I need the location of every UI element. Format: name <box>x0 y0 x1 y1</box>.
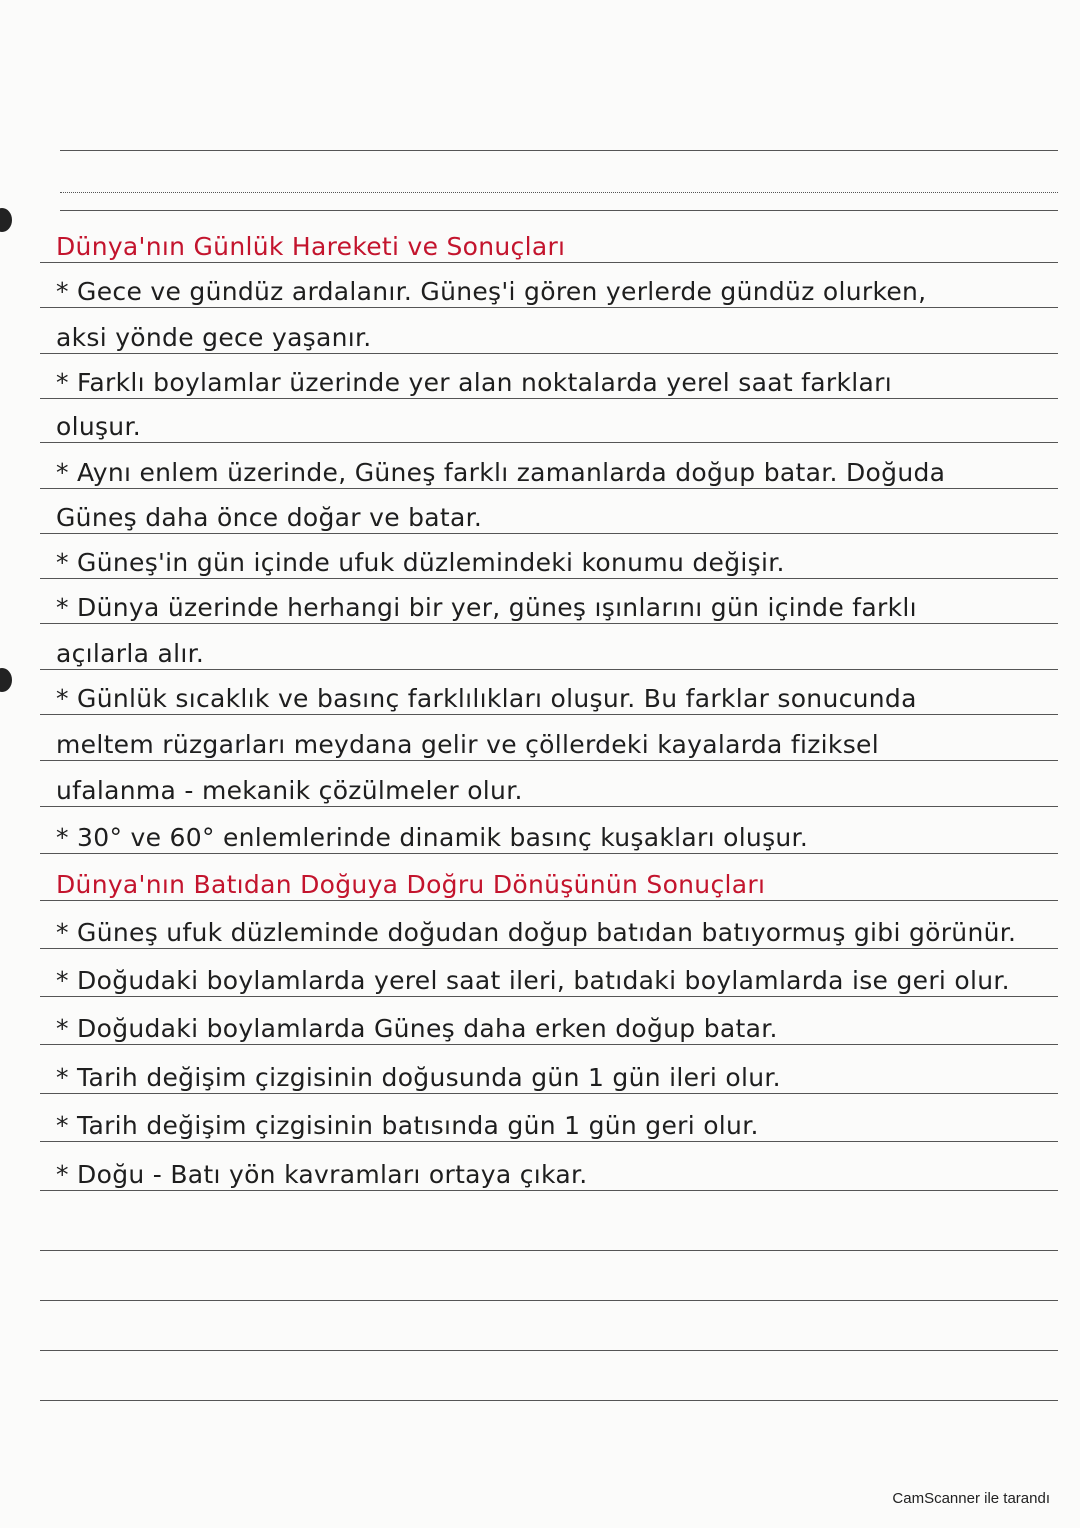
ruled-line <box>60 210 1058 211</box>
ruled-line <box>40 623 1058 624</box>
note-line: oluşur. <box>56 412 141 441</box>
note-line: * Aynı enlem üzerinde, Güneş farklı zamanlarda doğup batar. Doğuda <box>56 458 946 487</box>
binder-hole <box>0 208 12 232</box>
ruled-line <box>40 262 1058 263</box>
ruled-line <box>40 1190 1058 1191</box>
ruled-line <box>40 442 1058 443</box>
ruled-line <box>40 900 1058 901</box>
ruled-line <box>40 1350 1058 1351</box>
ruled-line <box>40 1141 1058 1142</box>
ruled-line <box>60 150 1058 151</box>
ruled-line <box>40 1044 1058 1045</box>
note-line: * Güneş'in gün içinde ufuk düzlemindeki konumu değişir. <box>56 548 785 577</box>
note-line: * 30° ve 60° enlemlerinde dinamik basınç kuşakları oluşur. <box>56 823 809 852</box>
ruled-line <box>40 806 1058 807</box>
ruled-line <box>40 353 1058 354</box>
scanner-watermark: CamScanner ile tarandı <box>892 1490 1050 1507</box>
ruled-line <box>40 996 1058 997</box>
ruled-line <box>40 1250 1058 1251</box>
ruled-line <box>40 669 1058 670</box>
note-line: Güneş daha önce doğar ve batar. <box>56 503 483 532</box>
note-line: * Tarih değişim çizgisinin doğusunda gün 1 gün ileri olur. <box>56 1063 781 1092</box>
ruled-line <box>40 533 1058 534</box>
ruled-line <box>40 948 1058 949</box>
ruled-line <box>40 1300 1058 1301</box>
note-line: * Tarih değişim çizgisinin batısında gün 1 gün geri olur. <box>56 1111 759 1140</box>
section-heading: Dünya'nın Günlük Hareketi ve Sonuçları <box>56 232 566 261</box>
note-line: * Güneş ufuk düzleminde doğudan doğup batıdan batıyormuş gibi görünür. <box>56 918 1017 947</box>
section-heading: Dünya'nın Batıdan Doğuya Doğru Dönüşünün Sonuçları <box>56 870 766 899</box>
ruled-line <box>40 853 1058 854</box>
note-line: ufalanma - mekanik çözülmeler olur. <box>56 776 523 805</box>
ruled-line <box>40 1400 1058 1401</box>
note-line: * Doğudaki boylamlarda Güneş daha erken doğup batar. <box>56 1014 778 1043</box>
ruled-line <box>40 760 1058 761</box>
ruled-line <box>40 1093 1058 1094</box>
note-line: * Günlük sıcaklık ve basınç farklılıkları oluşur. Bu farklar sonucunda <box>56 684 917 713</box>
note-line: * Doğu - Batı yön kavramları ortaya çıkar. <box>56 1160 588 1189</box>
note-line: meltem rüzgarları meydana gelir ve çöllerdeki kayalarda fiziksel <box>56 730 879 759</box>
note-line: açılarla alır. <box>56 639 205 668</box>
ruled-line <box>40 398 1058 399</box>
note-line: * Farklı boylamlar üzerinde yer alan noktalarda yerel saat farkları <box>56 368 892 397</box>
note-line: aksi yönde gece yaşanır. <box>56 323 372 352</box>
ruled-line <box>40 578 1058 579</box>
note-line: * Doğudaki boylamlarda yerel saat ileri, batıdaki boylamlarda ise geri olur. <box>56 966 1010 995</box>
ruled-line <box>60 192 1058 193</box>
ruled-line <box>40 488 1058 489</box>
binder-hole <box>0 668 12 692</box>
note-line: * Dünya üzerinde herhangi bir yer, güneş ışınlarını gün içinde farklı <box>56 593 917 622</box>
ruled-line <box>40 714 1058 715</box>
ruled-line <box>40 307 1058 308</box>
note-line: * Gece ve gündüz ardalanır. Güneş'i gören yerlerde gündüz olurken, <box>56 277 927 306</box>
